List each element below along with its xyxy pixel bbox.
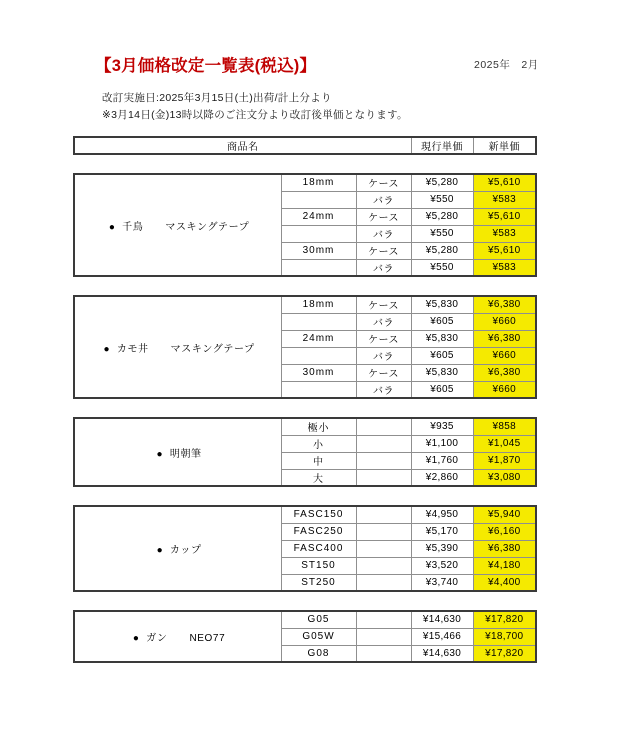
current-price-cell: ¥5,830: [411, 330, 473, 347]
product-unit-cell: バラ: [356, 191, 411, 208]
product-brand-label: 千鳥: [122, 221, 144, 233]
product-name-cell: [74, 174, 281, 276]
bullet-icon: ●: [108, 221, 116, 233]
new-price-cell: ¥6,380: [473, 330, 536, 347]
current-price-cell: ¥5,170: [411, 523, 473, 540]
note-line-order-cutoff: ※3月14日(金)13時以降のご注文分より改訂後単価となります。: [102, 109, 408, 121]
product-unit-cell: [356, 506, 411, 523]
product-size-cell: 小: [281, 435, 356, 452]
page-title: 【3月価格改定一覧表(税込)】: [95, 57, 317, 75]
current-price-cell: ¥550: [411, 259, 473, 276]
current-price-cell: ¥15,466: [411, 628, 473, 645]
product-unit-cell: [356, 611, 411, 628]
new-price-cell: ¥660: [473, 381, 536, 398]
bullet-icon: ●: [103, 343, 111, 355]
bullet-icon: ●: [156, 545, 164, 556]
new-price-cell: ¥17,820: [473, 611, 536, 628]
bullet-icon: ●: [156, 448, 164, 460]
table-row: [74, 418, 536, 435]
new-price-cell: ¥5,610: [473, 242, 536, 259]
current-price-cell: ¥5,830: [411, 296, 473, 313]
product-unit-cell: [356, 452, 411, 469]
product-size-cell: 極小: [281, 418, 356, 435]
new-price-cell: ¥5,610: [473, 208, 536, 225]
product-unit-cell: [356, 418, 411, 435]
new-price-cell: ¥4,180: [473, 557, 536, 574]
product-brand-label: カモ井: [116, 343, 149, 355]
current-price-cell: ¥14,630: [411, 645, 473, 662]
product-unit-cell: バラ: [356, 347, 411, 364]
section-gap: [73, 592, 535, 610]
product-name-cell: [74, 296, 281, 398]
product-unit-cell: [356, 574, 411, 591]
product-unit-cell: バラ: [356, 225, 411, 242]
product-size-cell: FASC150: [281, 506, 356, 523]
new-price-cell: ¥4,400: [473, 574, 536, 591]
new-price-cell: ¥5,940: [473, 506, 536, 523]
new-price-cell: ¥5,610: [473, 174, 536, 191]
product-size-cell: 30mm: [281, 364, 356, 381]
new-price-cell: ¥6,380: [473, 540, 536, 557]
product-unit-cell: ケース: [356, 364, 411, 381]
product-section-table: [73, 173, 537, 277]
product-size-cell: 24mm: [281, 330, 356, 347]
current-price-cell: ¥5,280: [411, 174, 473, 191]
product-section-table: [73, 295, 537, 399]
notes-block: [102, 90, 532, 124]
product-section-table: [73, 505, 537, 592]
document-header: [0, 52, 640, 82]
product-size-cell: ST250: [281, 574, 356, 591]
product-size-cell: 30mm: [281, 242, 356, 259]
table-column-header: [73, 136, 537, 155]
document-date: 2025年 2月: [474, 59, 539, 71]
current-price-cell: ¥5,280: [411, 242, 473, 259]
column-header-new-price: 新単価: [473, 137, 536, 154]
new-price-cell: ¥6,380: [473, 296, 536, 313]
current-price-cell: ¥1,760: [411, 452, 473, 469]
product-unit-cell: [356, 628, 411, 645]
product-size-cell: 18mm: [281, 296, 356, 313]
current-price-cell: ¥5,830: [411, 364, 473, 381]
product-size-cell: [281, 381, 356, 398]
new-price-cell: ¥660: [473, 347, 536, 364]
current-price-cell: ¥605: [411, 313, 473, 330]
new-price-cell: ¥583: [473, 191, 536, 208]
table-header-row: [74, 137, 536, 154]
current-price-cell: ¥3,520: [411, 557, 473, 574]
product-unit-cell: バラ: [356, 259, 411, 276]
current-price-cell: ¥605: [411, 347, 473, 364]
sections-container: [73, 155, 535, 663]
current-price-cell: ¥2,860: [411, 469, 473, 486]
product-size-cell: 24mm: [281, 208, 356, 225]
current-price-cell: ¥550: [411, 191, 473, 208]
current-price-cell: ¥1,100: [411, 435, 473, 452]
product-unit-cell: ケース: [356, 174, 411, 191]
new-price-cell: ¥583: [473, 225, 536, 242]
product-size-cell: [281, 191, 356, 208]
bullet-icon: ●: [132, 633, 140, 644]
product-section-table: [73, 610, 537, 663]
product-unit-cell: [356, 469, 411, 486]
note-line-effective-date: 改訂実施日:2025年3月15日(土)出荷/計上分より: [102, 92, 332, 104]
product-brand-label: ガン: [146, 633, 168, 644]
product-unit-cell: ケース: [356, 242, 411, 259]
current-price-cell: ¥3,740: [411, 574, 473, 591]
column-header-current-price: 現行単価: [411, 137, 473, 154]
current-price-cell: ¥14,630: [411, 611, 473, 628]
new-price-cell: ¥1,045: [473, 435, 536, 452]
product-size-cell: FASC400: [281, 540, 356, 557]
product-unit-cell: [356, 645, 411, 662]
new-price-cell: ¥17,820: [473, 645, 536, 662]
table-row: [74, 611, 536, 628]
product-size-cell: G05W: [281, 628, 356, 645]
product-unit-cell: ケース: [356, 296, 411, 313]
current-price-cell: ¥4,950: [411, 506, 473, 523]
product-size-cell: [281, 259, 356, 276]
new-price-cell: ¥858: [473, 418, 536, 435]
product-unit-cell: [356, 523, 411, 540]
product-unit-cell: [356, 540, 411, 557]
section-gap: [73, 155, 535, 173]
current-price-cell: ¥605: [411, 381, 473, 398]
new-price-cell: ¥583: [473, 259, 536, 276]
table-row: [74, 506, 536, 523]
product-model-label: NEO77: [189, 633, 226, 644]
product-size-cell: G08: [281, 645, 356, 662]
price-tables: [73, 136, 535, 663]
product-unit-cell: ケース: [356, 330, 411, 347]
column-header-product-name: 商品名: [74, 137, 411, 154]
product-size-cell: ST150: [281, 557, 356, 574]
product-section-table: [73, 417, 537, 487]
product-size-cell: [281, 225, 356, 242]
product-model-label: マスキングテープ: [165, 221, 250, 233]
product-unit-cell: バラ: [356, 381, 411, 398]
table-row: [74, 296, 536, 313]
product-size-cell: 18mm: [281, 174, 356, 191]
new-price-cell: ¥6,160: [473, 523, 536, 540]
section-gap: [73, 487, 535, 505]
product-model-label: マスキングテープ: [170, 343, 255, 355]
new-price-cell: ¥3,080: [473, 469, 536, 486]
product-size-cell: 大: [281, 469, 356, 486]
product-size-cell: [281, 313, 356, 330]
product-name-cell: [74, 418, 281, 486]
product-name-cell: [74, 611, 281, 662]
new-price-cell: ¥1,870: [473, 452, 536, 469]
current-price-cell: ¥935: [411, 418, 473, 435]
table-row: [74, 174, 536, 191]
product-size-cell: FASC250: [281, 523, 356, 540]
product-size-cell: 中: [281, 452, 356, 469]
current-price-cell: ¥5,280: [411, 208, 473, 225]
product-brand-label: カップ: [169, 545, 202, 556]
product-brand-label: 明朝筆: [169, 448, 202, 460]
product-unit-cell: ケース: [356, 208, 411, 225]
product-size-cell: G05: [281, 611, 356, 628]
current-price-cell: ¥550: [411, 225, 473, 242]
new-price-cell: ¥660: [473, 313, 536, 330]
product-unit-cell: [356, 435, 411, 452]
product-name-cell: [74, 506, 281, 591]
current-price-cell: ¥5,390: [411, 540, 473, 557]
product-size-cell: [281, 347, 356, 364]
new-price-cell: ¥18,700: [473, 628, 536, 645]
product-unit-cell: バラ: [356, 313, 411, 330]
section-gap: [73, 399, 535, 417]
section-gap: [73, 277, 535, 295]
new-price-cell: ¥6,380: [473, 364, 536, 381]
product-unit-cell: [356, 557, 411, 574]
